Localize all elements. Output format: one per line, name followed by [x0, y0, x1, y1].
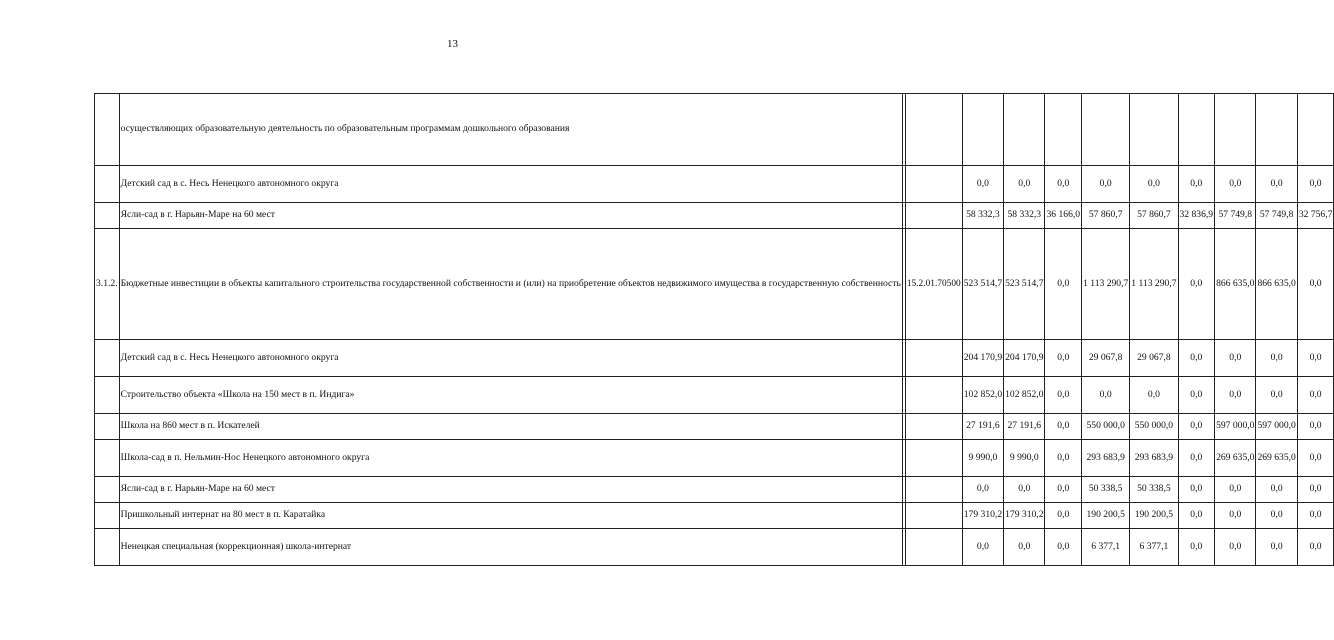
budget-code-cell — [905, 203, 962, 229]
amount-cell: 9 990,0 — [1004, 440, 1045, 477]
amount-cell: 0,0 — [1045, 440, 1082, 477]
amount-cell: 179 310,2 — [962, 503, 1003, 529]
table-row — [95, 166, 1334, 203]
amount-cell: 0,0 — [1178, 377, 1215, 414]
amount-cell: 0,0 — [1256, 340, 1297, 377]
amount-cell: 50 338,5 — [1082, 477, 1130, 503]
amount-cell: 550 000,0 — [1130, 414, 1178, 440]
amount-cell — [1045, 94, 1082, 166]
row-number-cell — [95, 203, 120, 229]
row-number-cell — [95, 477, 120, 503]
amount-cell: 0,0 — [1297, 377, 1334, 414]
row-name-cell: Школа-сад в п. Нельмин-Нос Ненецкого автономного округа — [119, 440, 902, 477]
budget-code-cell — [905, 340, 962, 377]
amount-cell: 102 852,0 — [1004, 377, 1045, 414]
budget-code-cell — [905, 529, 962, 566]
amount-cell: 523 514,7 — [962, 229, 1003, 340]
amount-cell: 0,0 — [1045, 229, 1082, 340]
row-name-cell: Школа на 860 мест в п. Искателей — [119, 414, 902, 440]
amount-cell: 0,0 — [1178, 414, 1215, 440]
amount-cell — [1130, 94, 1178, 166]
amount-cell: 597 000,0 — [1215, 414, 1256, 440]
amount-cell: 269 635,0 — [1215, 440, 1256, 477]
amount-cell: 0,0 — [1256, 503, 1297, 529]
amount-cell: 0,0 — [1297, 440, 1334, 477]
amount-cell: 0,0 — [1297, 166, 1334, 203]
amount-cell: 0,0 — [1004, 529, 1045, 566]
table-row — [95, 94, 1334, 166]
budget-code-cell — [905, 503, 962, 529]
amount-cell: 0,0 — [1256, 377, 1297, 414]
amount-cell: 58 332,3 — [962, 203, 1003, 229]
row-name-cell: осуществляющих образовательную деятельность по образовательным программам дошкольного образования — [119, 94, 902, 166]
amount-cell: 0,0 — [962, 529, 1003, 566]
amount-cell: 0,0 — [1130, 166, 1178, 203]
budget-code-cell — [905, 377, 962, 414]
amount-cell: 0,0 — [1297, 414, 1334, 440]
amount-cell: 102 852,0 — [962, 377, 1003, 414]
budget-code-cell — [905, 477, 962, 503]
row-name-cell: Пришкольный интернат на 80 мест в п. Каратайка — [119, 503, 902, 529]
amount-cell: 32 836,9 — [1178, 203, 1215, 229]
amount-cell: 0,0 — [1178, 477, 1215, 503]
row-name-cell: Ясли-сад в г. Нарьян-Маре на 60 мест — [119, 203, 902, 229]
amount-cell: 204 170,9 — [962, 340, 1003, 377]
table-row — [95, 503, 1334, 529]
amount-cell: 29 067,8 — [1082, 340, 1130, 377]
amount-cell: 866 635,0 — [1215, 229, 1256, 340]
row-number-cell — [95, 340, 120, 377]
budget-code-cell — [905, 414, 962, 440]
budget-table — [94, 93, 1334, 566]
amount-cell: 190 200,5 — [1130, 503, 1178, 529]
amount-cell: 0,0 — [1256, 529, 1297, 566]
amount-cell: 57 860,7 — [1082, 203, 1130, 229]
amount-cell: 0,0 — [1082, 377, 1130, 414]
table-row — [95, 477, 1334, 503]
amount-cell: 0,0 — [1215, 477, 1256, 503]
row-number-cell — [95, 414, 120, 440]
amount-cell: 0,0 — [1178, 440, 1215, 477]
amount-cell: 0,0 — [1297, 340, 1334, 377]
amount-cell: 58 332,3 — [1004, 203, 1045, 229]
amount-cell: 597 000,0 — [1256, 414, 1297, 440]
budget-code-cell — [905, 440, 962, 477]
row-number-cell — [95, 377, 120, 414]
row-number-cell — [95, 166, 120, 203]
row-number-cell — [95, 94, 120, 166]
amount-cell: 32 756,7 — [1297, 203, 1334, 229]
row-name-cell: Детский сад в с. Несь Ненецкого автономного округа — [119, 340, 902, 377]
table-row — [95, 203, 1334, 229]
page-number: 13 — [447, 38, 458, 50]
budget-code-cell — [905, 94, 962, 166]
amount-cell: 57 749,8 — [1256, 203, 1297, 229]
amount-cell: 866 635,0 — [1256, 229, 1297, 340]
table-row — [95, 414, 1334, 440]
amount-cell — [1297, 94, 1334, 166]
row-name-cell: Бюджетные инвестиции в объекты капитального строительства государственной собственности и (или) на приобретение объектов недвижимого имущества в государственную собственность — [119, 229, 902, 340]
table-row — [95, 229, 1334, 340]
row-name-cell: Детский сад в с. Несь Ненецкого автономного округа — [119, 166, 902, 203]
amount-cell: 190 200,5 — [1082, 503, 1130, 529]
amount-cell: 293 683,9 — [1130, 440, 1178, 477]
amount-cell: 0,0 — [1178, 166, 1215, 203]
amount-cell: 0,0 — [1045, 529, 1082, 566]
amount-cell: 0,0 — [1045, 477, 1082, 503]
row-number-cell — [95, 529, 120, 566]
table-row — [95, 377, 1334, 414]
amount-cell: 0,0 — [1045, 377, 1082, 414]
row-name-cell: Ненецкая специальная (коррекционная) школа-интернат — [119, 529, 902, 566]
amount-cell: 27 191,6 — [962, 414, 1003, 440]
amount-cell: 0,0 — [1004, 477, 1045, 503]
amount-cell — [1215, 94, 1256, 166]
amount-cell: 0,0 — [1297, 503, 1334, 529]
amount-cell: 57 860,7 — [1130, 203, 1178, 229]
amount-cell — [1004, 94, 1045, 166]
amount-cell: 0,0 — [1178, 529, 1215, 566]
table-row — [95, 440, 1334, 477]
amount-cell: 0,0 — [1256, 166, 1297, 203]
row-number-cell — [95, 503, 120, 529]
amount-cell — [1178, 94, 1215, 166]
amount-cell: 0,0 — [1297, 529, 1334, 566]
amount-cell: 0,0 — [962, 477, 1003, 503]
table-row — [95, 529, 1334, 566]
amount-cell: 57 749,8 — [1215, 203, 1256, 229]
row-name-cell: Ясли-сад в г. Нарьян-Маре на 60 мест — [119, 477, 902, 503]
budget-code-cell: 15.2.01.70500 — [905, 229, 962, 340]
amount-cell: 269 635,0 — [1256, 440, 1297, 477]
amount-cell: 29 067,8 — [1130, 340, 1178, 377]
amount-cell: 0,0 — [1178, 340, 1215, 377]
amount-cell: 293 683,9 — [1082, 440, 1130, 477]
amount-cell: 0,0 — [962, 166, 1003, 203]
amount-cell: 0,0 — [1215, 529, 1256, 566]
amount-cell: 0,0 — [1082, 166, 1130, 203]
amount-cell: 36 166,0 — [1045, 203, 1082, 229]
amount-cell: 550 000,0 — [1082, 414, 1130, 440]
row-number-cell: 3.1.2. — [95, 229, 120, 340]
amount-cell: 0,0 — [1045, 340, 1082, 377]
amount-cell: 0,0 — [1130, 377, 1178, 414]
amount-cell: 6 377,1 — [1130, 529, 1178, 566]
amount-cell: 0,0 — [1045, 166, 1082, 203]
amount-cell: 0,0 — [1178, 503, 1215, 529]
amount-cell: 523 514,7 — [1004, 229, 1045, 340]
amount-cell: 0,0 — [1215, 340, 1256, 377]
amount-cell: 0,0 — [1256, 477, 1297, 503]
amount-cell — [1082, 94, 1130, 166]
amount-cell — [1256, 94, 1297, 166]
amount-cell — [962, 94, 1003, 166]
amount-cell: 0,0 — [1178, 229, 1215, 340]
amount-cell: 204 170,9 — [1004, 340, 1045, 377]
amount-cell: 50 338,5 — [1130, 477, 1178, 503]
amount-cell: 6 377,1 — [1082, 529, 1130, 566]
amount-cell: 0,0 — [1215, 166, 1256, 203]
row-name-cell: Строительство объекта «Школа на 150 мест в п. Индига» — [119, 377, 902, 414]
amount-cell: 0,0 — [1004, 166, 1045, 203]
budget-code-cell — [905, 166, 962, 203]
table-row — [95, 340, 1334, 377]
amount-cell: 27 191,6 — [1004, 414, 1045, 440]
amount-cell: 0,0 — [1297, 477, 1334, 503]
amount-cell: 1 113 290,7 — [1082, 229, 1130, 340]
amount-cell: 0,0 — [1045, 414, 1082, 440]
amount-cell: 179 310,2 — [1004, 503, 1045, 529]
amount-cell: 1 113 290,7 — [1130, 229, 1178, 340]
amount-cell: 0,0 — [1045, 503, 1082, 529]
amount-cell: 0,0 — [1215, 377, 1256, 414]
amount-cell: 0,0 — [1297, 229, 1334, 340]
row-number-cell — [95, 440, 120, 477]
amount-cell: 0,0 — [1215, 503, 1256, 529]
amount-cell: 9 990,0 — [962, 440, 1003, 477]
